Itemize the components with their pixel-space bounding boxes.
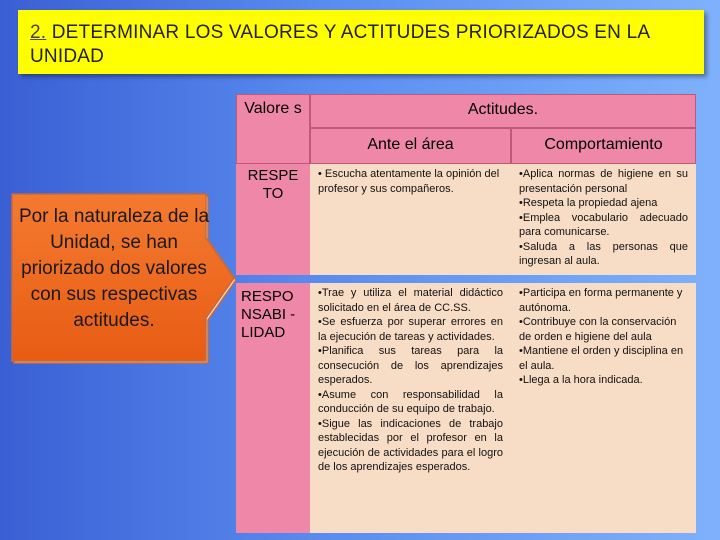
list-item: •Mantiene el orden y disciplina en el aula.	[519, 345, 684, 372]
list-item: •Participa en forma permanente y autónoma.	[519, 287, 683, 314]
list-item: • Escucha atentamente la opinión del profesor y sus compañeros.	[318, 168, 500, 195]
list-item: •Aplica normas de higiene en su presentación personal	[519, 168, 688, 195]
valor-respeto: RESPE TO	[236, 164, 310, 275]
title-text: DETERMINAR LOS VALORES Y ACTITUDES PRIORIZADOS EN LA UNIDAD	[30, 22, 650, 67]
list-item: •Respeta la propiedad ajena	[519, 197, 658, 209]
list-item: •Asume con responsabilidad la conducción de su equipo de trabajo.	[318, 388, 503, 415]
comportamiento-cell-responsabilidad	[511, 283, 696, 533]
comportamiento-list-respeto	[511, 164, 696, 269]
header-comportamiento: Comportamiento	[511, 128, 696, 164]
comportamiento-cell-respeto	[511, 164, 696, 275]
list-item: •Saluda a las personas que ingresan al aula.	[519, 240, 688, 267]
header-actitudes: Actitudes.	[310, 94, 696, 128]
callout-arrow	[8, 190, 236, 365]
area-list-responsabilidad	[310, 283, 511, 475]
header-valores: Valore s	[236, 94, 310, 164]
title-box	[18, 10, 704, 74]
title-number: 2.	[30, 22, 47, 43]
area-cell-responsabilidad	[310, 283, 511, 533]
list-item: •Sigue las indicaciones de trabajo establecidas por el profesor en la ejecución de actividades para el logro de los aprendizajes esperados.	[318, 417, 503, 473]
comportamiento-list-responsabilidad	[511, 283, 696, 388]
page-title	[30, 21, 692, 69]
list-item: •Emplea vocabulario adecuado para comunicarse.	[519, 211, 688, 238]
valor-responsabilidad: RESPO NSABI - LIDAD	[236, 283, 310, 533]
list-item: •Trae y utiliza el material didáctico solicitado en el área de CC.SS.	[318, 287, 503, 314]
header-ante-el-area: Ante el área	[310, 128, 511, 164]
area-cell-respeto	[310, 164, 511, 275]
area-list-respeto	[310, 164, 511, 196]
list-item: •Contribuye con la conservación de orden e higiene del aula	[519, 316, 677, 343]
callout-text: Por la naturaleza de la Unidad, se han priorizado dos valores con sus respectivas actitudes.	[18, 206, 210, 331]
list-item: •Planifica sus tareas para la consecución de los aprendizajes esperados.	[318, 345, 503, 386]
list-item: •Se esfuerza por superar errores en la ejecución de tareas y actividades.	[318, 316, 503, 343]
list-item: •Llega a la hora indicada.	[519, 374, 643, 386]
